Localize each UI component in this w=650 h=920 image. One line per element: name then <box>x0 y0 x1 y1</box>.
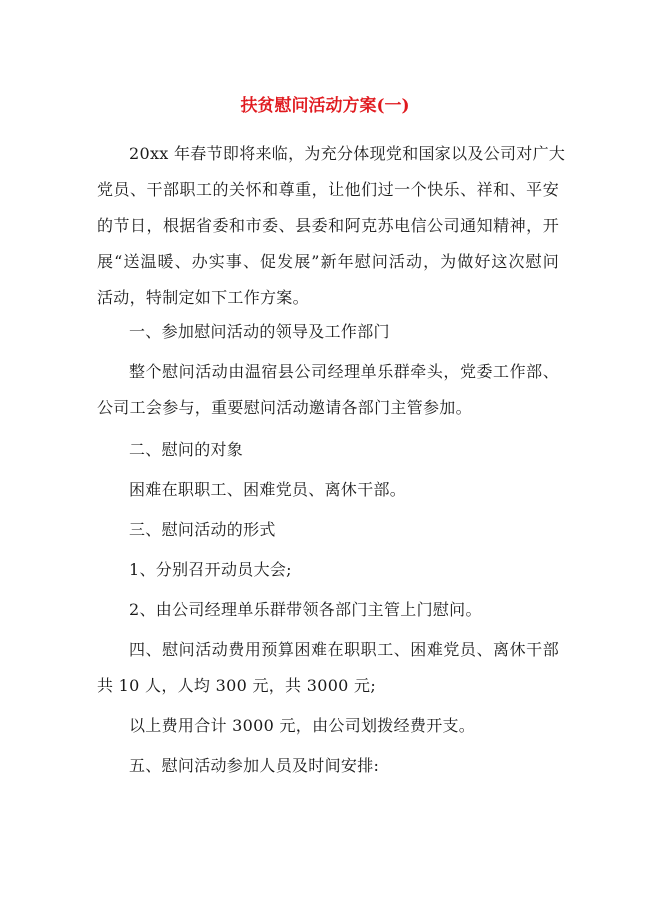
section2-text: 困难在职职工、困难党员、离休干部。 <box>129 480 407 499</box>
section3-item2-paragraph <box>97 592 559 628</box>
section4-line: 共 10 人，人均 300 元，共 3000 元; <box>97 676 377 695</box>
section3-item1-paragraph <box>97 552 559 588</box>
section2-paragraph <box>97 472 559 508</box>
section3-item2: 2、由公司经理单乐群带领各部门主管上门慰问。 <box>129 600 482 619</box>
document-title: 扶贫慰问活动方案(一) <box>240 96 410 116</box>
intro-line: 展“送温暖、办实事、促发展”新年慰问活动，为做好这次慰问 <box>97 252 559 271</box>
section4-total: 以上费用合计 3000 元，由公司划拨经费开支。 <box>129 716 476 735</box>
section1-line: 公司工会参与，重要慰问活动邀请各部门主管参加。 <box>97 398 472 417</box>
section1-paragraph <box>97 354 559 426</box>
section3-item1: 1、分别召开动员大会; <box>129 560 292 579</box>
section1-heading: 一、参加慰问活动的领导及工作部门 <box>129 322 390 341</box>
section5-heading-paragraph <box>97 748 559 784</box>
section5-heading: 五、慰问活动参加人员及时间安排: <box>129 756 380 775</box>
intro-line: 党员、干部职工的关怀和尊重，让他们过一个快乐、祥和、平安 <box>97 180 559 199</box>
section2-heading: 二、慰问的对象 <box>129 440 244 459</box>
section1-line: 整个慰问活动由温宿县公司经理单乐群牵头，党委工作部、 <box>129 362 559 381</box>
section4-total-paragraph <box>97 708 559 744</box>
section4-paragraph <box>97 632 559 704</box>
section3-heading: 三、慰问活动的形式 <box>129 520 276 539</box>
section4-line: 四、慰问活动费用预算困难在职职工、困难党员、离休干部 <box>129 640 559 659</box>
intro-line: 20xx 年春节即将来临，为充分体现党和国家以及公司对广大 <box>129 144 566 163</box>
section2-heading-paragraph <box>97 432 559 468</box>
section3-heading-paragraph <box>97 512 559 548</box>
intro-line: 的节日，根据省委和市委、县委和阿克苏电信公司通知精神，开 <box>97 216 559 235</box>
intro-paragraph <box>97 136 566 316</box>
section1-heading-paragraph <box>97 314 559 350</box>
intro-line: 活动，特制定如下工作方案。 <box>97 288 309 307</box>
